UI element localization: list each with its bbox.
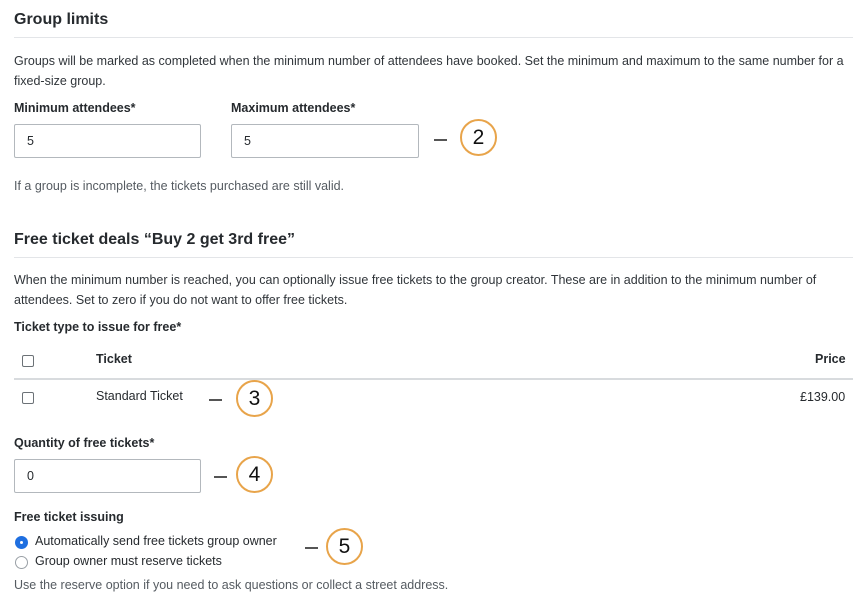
quantity-label: Quantity of free tickets* <box>14 436 155 450</box>
issuing-help: Use the reserve option if you need to ask questions or collect a street address. <box>14 578 449 592</box>
auto-send-radio[interactable] <box>15 536 28 549</box>
callout-connector <box>434 139 447 141</box>
standard-ticket-checkbox[interactable] <box>22 392 34 404</box>
ticket-column-header: Ticket <box>96 352 132 366</box>
callout-badge-5: 5 <box>326 528 363 565</box>
callout-connector <box>209 399 222 401</box>
callout-badge-4: 4 <box>236 456 273 493</box>
group-limits-help: If a group is incomplete, the tickets purchased are still valid. <box>14 179 345 193</box>
auto-send-label[interactable]: Automatically send free tickets group owner <box>35 534 277 548</box>
free-ticket-issuing-label: Free ticket issuing <box>14 510 124 524</box>
group-limits-description: Groups will be marked as completed when the minimum number of attendees have booked. Set the minimum and maximum to the same number for a fixed-size group. <box>14 54 844 88</box>
free-ticket-description: When the minimum number is reached, you can optionally issue free tickets to the group creator. These are in addition to the minimum number of attendees. Set to zero if you do not want to offer free tickets. <box>14 273 817 307</box>
callout-badge-2: 2 <box>460 119 497 156</box>
select-all-checkbox[interactable] <box>22 355 34 367</box>
price-column-header: Price <box>815 352 846 366</box>
callout-badge-3: 3 <box>236 380 273 417</box>
ticket-type-label: Ticket type to issue for free* <box>14 320 182 334</box>
callout-connector <box>214 476 227 478</box>
minimum-attendees-label: Minimum attendees* <box>14 101 136 115</box>
maximum-attendees-label: Maximum attendees* <box>231 101 356 115</box>
minimum-attendees-input[interactable]: 5 <box>14 124 201 158</box>
ticket-price: £139.00 <box>800 390 846 404</box>
ticket-name: Standard Ticket <box>96 389 183 403</box>
section-divider <box>14 257 853 258</box>
group-limits-title: Group limits <box>14 11 109 28</box>
callout-connector <box>305 547 318 549</box>
quantity-input[interactable]: 0 <box>14 459 201 493</box>
free-ticket-deals-title: Free ticket deals “Buy 2 get 3rd free” <box>14 231 295 248</box>
reserve-label[interactable]: Group owner must reserve tickets <box>35 554 222 568</box>
maximum-attendees-input[interactable]: 5 <box>231 124 419 158</box>
section-divider <box>14 37 853 38</box>
reserve-radio[interactable] <box>15 556 28 569</box>
table-header-divider <box>14 378 853 380</box>
